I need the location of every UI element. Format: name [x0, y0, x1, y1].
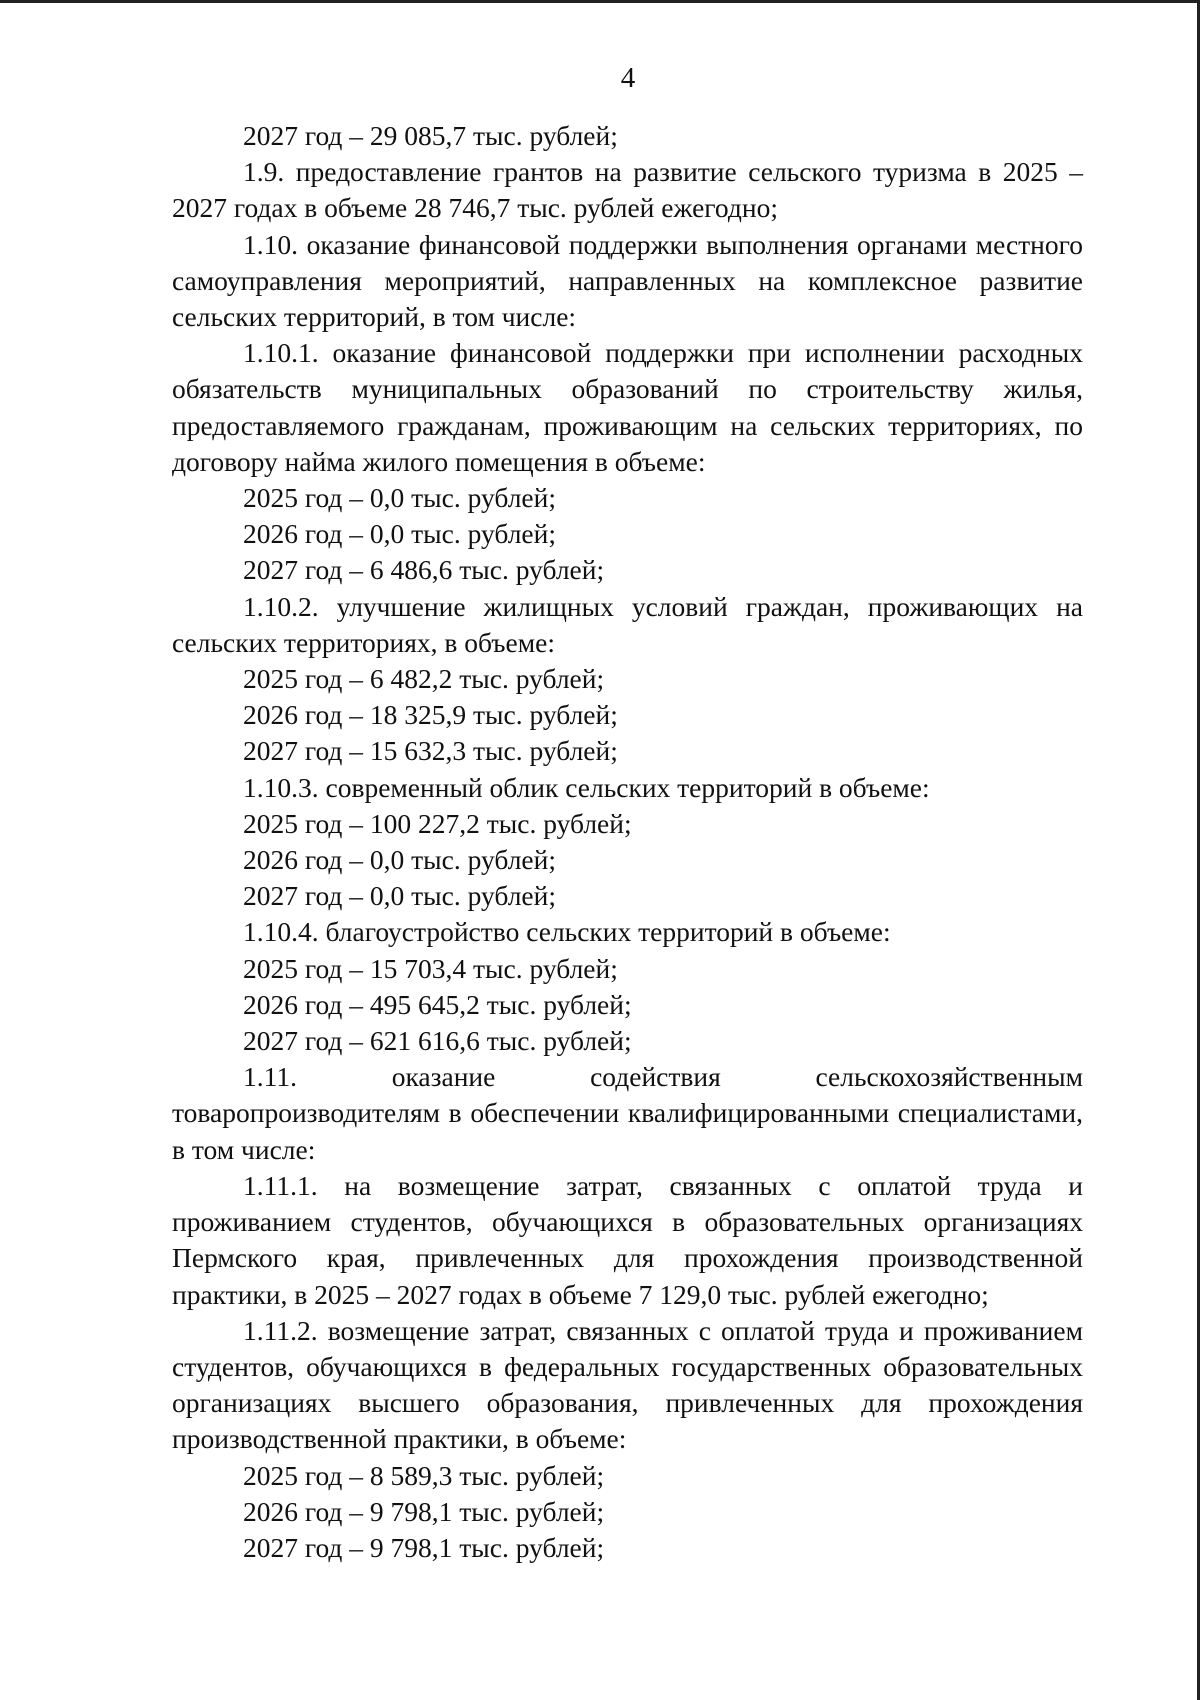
paragraph-1-10-1: 1.10.1. оказание финансовой поддержки при исполнении расходных обязательств муниципальных образований по строительству жилья, предоставляемого гражданам, проживающим на сельских территориях, по договору найма жилого помещения в объеме: — [172, 337, 1083, 477]
amount-line: 2026 год – 9 798,1 тыс. рублей; — [243, 1495, 605, 1527]
paragraph-1-11: 1.11. оказание содействия сельскохозяйственным товаропроизводителям в обеспечении квалифицированными специалистами, в том числе: — [172, 1061, 1083, 1165]
scan-edge-top — [0, 0, 1200, 3]
amount-line: 2025 год – 0,0 тыс. рублей; — [243, 482, 556, 514]
paragraph-1-9: 1.9. предоставление грантов на развитие сельского туризма в 2025 – 2027 годах в объеме 28 746,7 тыс. рублей ежегодно; — [172, 156, 1083, 224]
amount-line: 2027 год – 0,0 тыс. рублей; — [243, 880, 556, 912]
paragraph-1-10-4: 1.10.4. благоустройство сельских территорий в объеме: — [243, 916, 891, 948]
amount-line: 2025 год – 8 589,3 тыс. рублей; — [243, 1459, 605, 1491]
amount-line: 2027 год – 621 616,6 тыс. рублей; — [243, 1025, 632, 1057]
amount-line: 2026 год – 18 325,9 тыс. рублей; — [243, 699, 618, 731]
amount-line: 2026 год – 495 645,2 тыс. рублей; — [243, 988, 632, 1020]
page-number: 4 — [620, 62, 636, 94]
paragraph-1-10-2: 1.10.2. улучшение жилищных условий граждан, проживающих на сельских территориях, в объеме: — [172, 590, 1083, 658]
paragraph-1-11-2: 1.11.2. возмещение затрат, связанных с оплатой труда и проживанием студентов, обучающихся в федеральных государственных образовательных организациях высшего образования, привлеченных для прохождения производственной практики, в объеме: — [172, 1314, 1083, 1455]
paragraph-1-10: 1.10. оказание финансовой поддержки выполнения органами местного самоуправления мероприятий, направленных на комплексное развитие сельских территорий, в том числе: — [172, 228, 1083, 333]
amount-line: 2025 год – 6 482,2 тыс. рублей; — [243, 663, 605, 695]
amount-line: 2027 год – 6 486,6 тыс. рублей; — [243, 554, 605, 586]
amount-line: 2027 год – 15 632,3 тыс. рублей; — [243, 735, 618, 767]
paragraph-1-11-1: 1.11.1. на возмещение затрат, связанных с оплатой труда и проживанием студентов, обучающихся в образовательных организациях Пермского края, привлеченных для прохождения производственной практики, в 2025 – 2027 годах в объеме 7 129,0 тыс. рублей ежегодно; — [172, 1169, 1083, 1310]
amount-line: 2027 год – 9 798,1 тыс. рублей; — [243, 1531, 605, 1563]
amount-line: 2026 год – 0,0 тыс. рублей; — [243, 844, 556, 876]
amount-line: 2026 год – 0,0 тыс. рублей; — [243, 518, 556, 550]
amount-line: 2025 год – 15 703,4 тыс. рублей; — [243, 952, 618, 984]
document-body — [172, 118, 1083, 1566]
paragraph-1-10-3: 1.10.3. современный облик сельских территорий в объеме: — [243, 771, 930, 803]
amount-line: 2027 год – 29 085,7 тыс. рублей; — [243, 120, 618, 151]
amount-line: 2025 год – 100 227,2 тыс. рублей; — [243, 807, 632, 839]
